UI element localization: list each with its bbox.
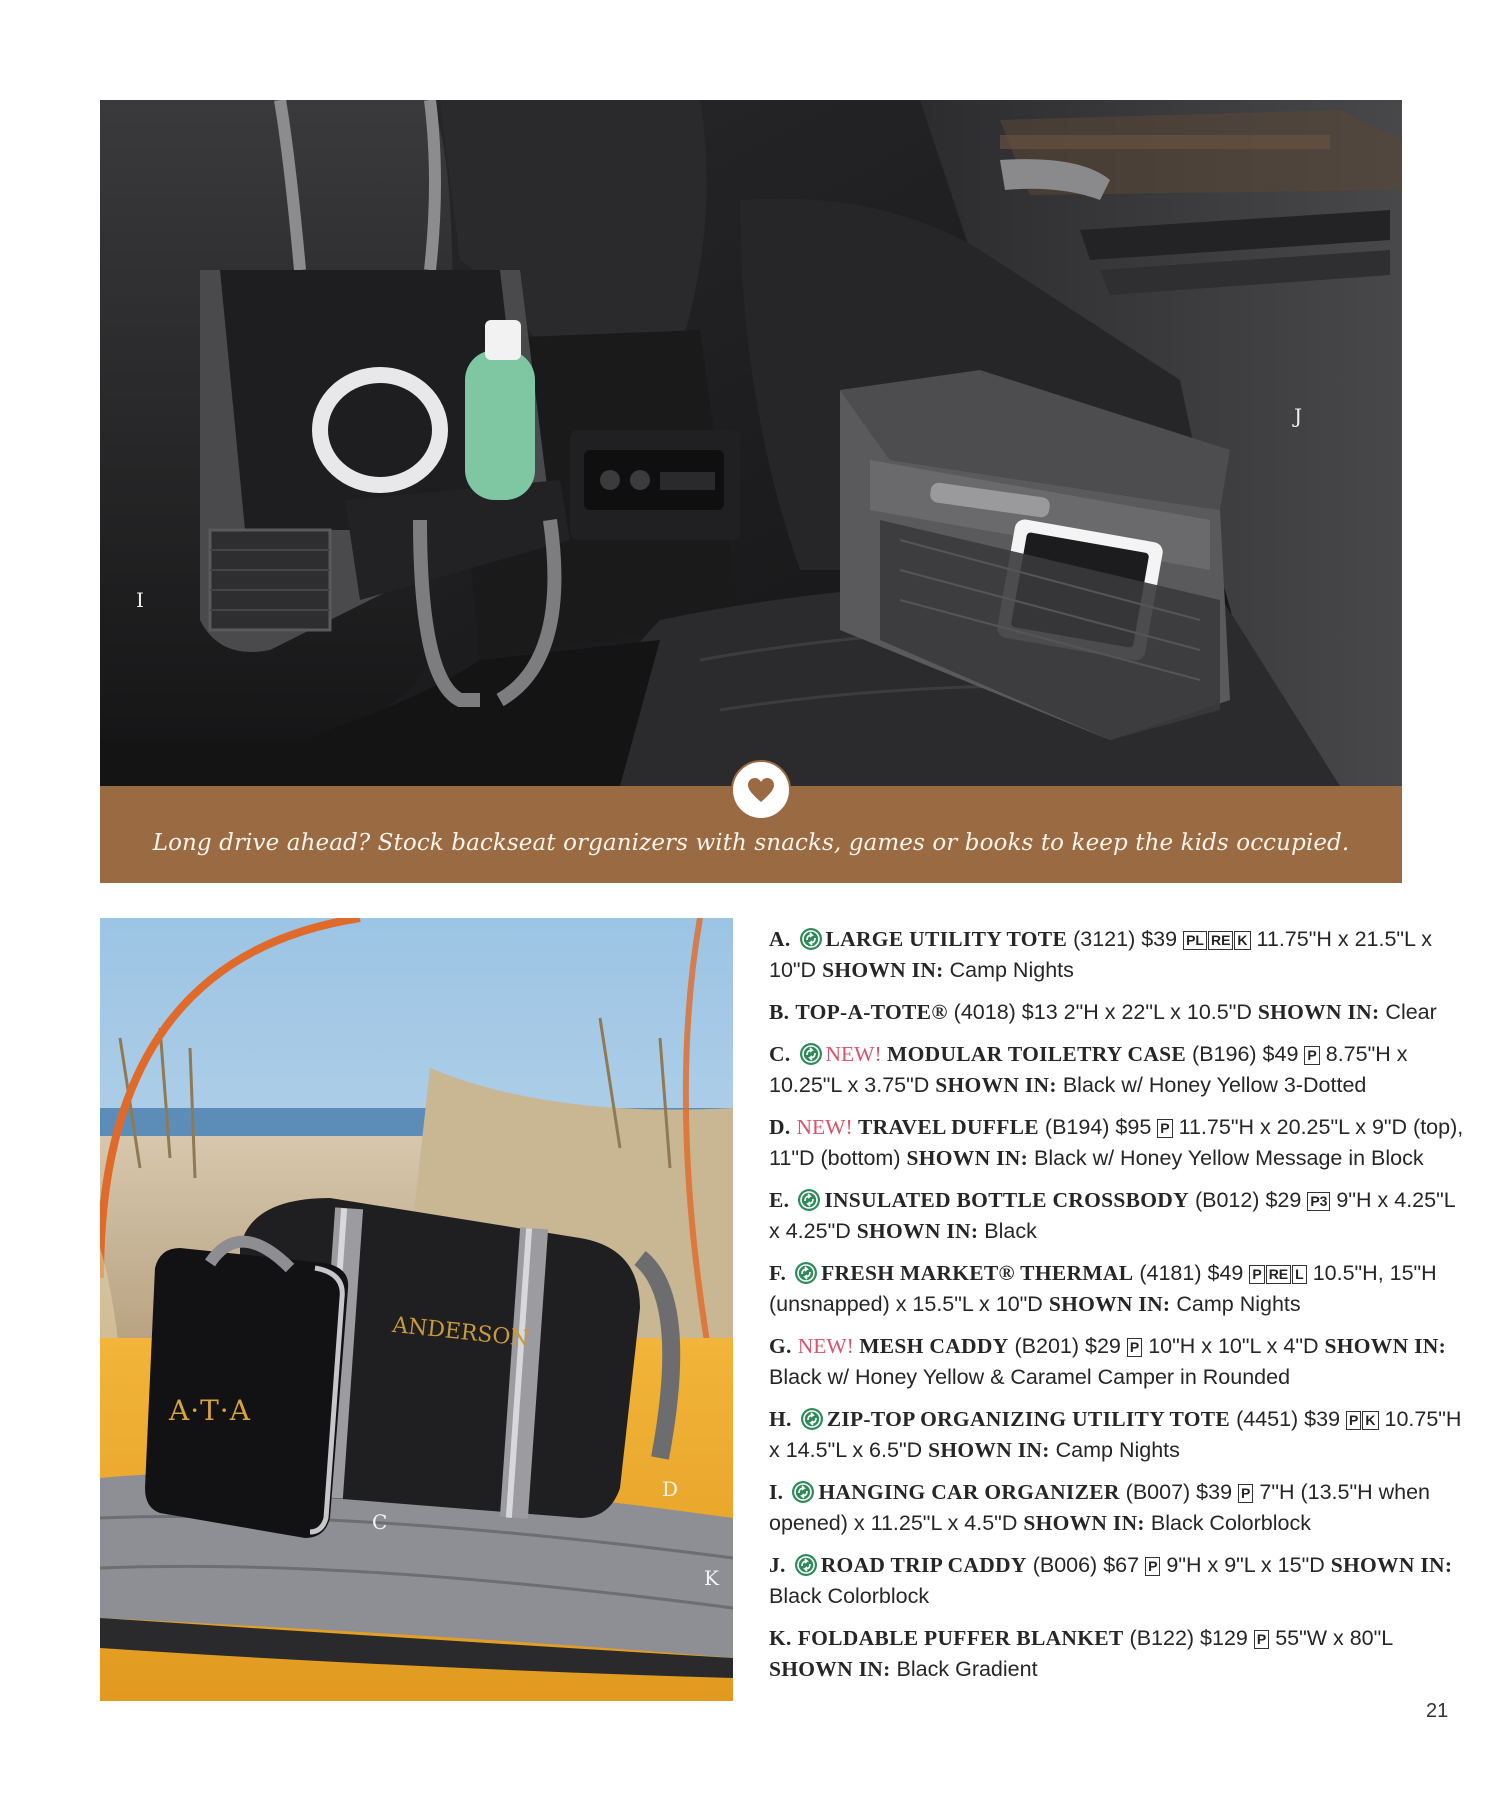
product-item-e (769, 1185, 1469, 1247)
product-dimensions: 10.5"H, 15"H (unsnapped) x 15.5"L x 10"D (769, 1261, 1437, 1316)
product-item-h (769, 1404, 1469, 1466)
program-badge: RE (1208, 931, 1233, 950)
duffle-monogram: ANDERSON (391, 1312, 531, 1353)
badge-group (1157, 1119, 1172, 1138)
toiletry-monogram: A·T·A (169, 1394, 251, 1427)
product-letter: K. (769, 1626, 792, 1650)
product-list (769, 924, 1469, 1696)
eco-recycle-icon (800, 1407, 824, 1431)
shown-in-value: Black w/ Honey Yellow & Caramel Camper in Rounded (769, 1365, 1291, 1389)
product-sku-price: (B006) $67 (1032, 1553, 1140, 1577)
program-badge: P (1304, 1046, 1319, 1065)
product-letter: C. (769, 1042, 791, 1066)
badge-group (1238, 1484, 1253, 1503)
shown-in-label: SHOWN IN: (856, 1219, 979, 1243)
product-name: LARGE UTILITY TOTE (825, 927, 1068, 951)
program-badge: K (1362, 1411, 1378, 1430)
badge-group (1127, 1338, 1142, 1357)
product-item-c (769, 1039, 1469, 1101)
product-name: ZIP-TOP ORGANIZING UTILITY TOTE (826, 1407, 1231, 1431)
product-dimensions: 7"H (13.5"H when opened) x 11.25"L x 4.5"D (769, 1480, 1430, 1535)
photo-label-d: D (662, 1477, 679, 1501)
product-letter: F. (769, 1261, 787, 1285)
product-name: MESH CADDY (859, 1334, 1009, 1358)
product-name: MODULAR TOILETRY CASE (887, 1042, 1187, 1066)
badge-group (1183, 931, 1250, 950)
product-item-i (769, 1477, 1469, 1539)
program-badge: P (1346, 1411, 1361, 1430)
product-item-j (769, 1550, 1469, 1612)
shown-in-label: SHOWN IN: (928, 1438, 1050, 1462)
product-name: FRESH MARKET® THERMAL (821, 1261, 1134, 1285)
program-badge: P (1238, 1484, 1253, 1503)
photo-label-j: J (1294, 404, 1303, 428)
shown-in-value: Camp Nights (1176, 1292, 1301, 1316)
product-photo-beach (100, 918, 733, 1701)
product-letter: G. (769, 1334, 792, 1358)
program-badge: P3 (1307, 1192, 1330, 1211)
product-name: FOLDABLE PUFFER BLANKET (797, 1626, 1124, 1650)
shown-in-value: Black (984, 1219, 1037, 1243)
tip-caption-text: Long drive ahead? Stock backseat organizers with snacks, games or books to keep the kids occupied. (152, 830, 1350, 856)
product-item-f (769, 1258, 1469, 1320)
product-name: HANGING CAR ORGANIZER (818, 1480, 1120, 1504)
shown-in-value: Black w/ Honey Yellow Message in Block (1034, 1146, 1424, 1170)
product-sku-price: (4451) $39 (1236, 1407, 1341, 1431)
program-badge: P (1249, 1265, 1264, 1284)
product-sku-price: (B122) $129 (1129, 1626, 1248, 1650)
badge-group (1254, 1630, 1269, 1649)
shown-in-label: SHOWN IN: (769, 1657, 891, 1681)
product-letter: E. (769, 1188, 790, 1212)
program-badge: P (1145, 1557, 1160, 1576)
page-number: 21 (1426, 1700, 1449, 1722)
badge-group (1249, 1265, 1306, 1284)
shown-in-label: SHOWN IN: (822, 958, 944, 982)
shown-in-label: SHOWN IN: (906, 1146, 1029, 1170)
badge-group (1304, 1046, 1319, 1065)
shown-in-label: SHOWN IN: (1324, 1334, 1447, 1358)
product-dimensions: 11.75"H x 20.25"L x 9"D (top), 11"D (bottom) (769, 1115, 1464, 1170)
product-letter: B. (769, 1000, 790, 1024)
program-badge: P (1127, 1338, 1142, 1357)
product-dimensions: 2"H x 22"L x 10.5"D (1063, 1000, 1252, 1024)
product-dimensions: 9"H x 4.25"L x 4.25"D (769, 1188, 1455, 1243)
program-badge: PL (1183, 931, 1207, 950)
product-sku-price: (4018) $13 (953, 1000, 1058, 1024)
shown-in-label: SHOWN IN: (935, 1073, 1057, 1097)
product-dimensions: 10"H x 10"L x 4"D (1148, 1334, 1319, 1358)
shown-in-value: Black w/ Honey Yellow 3-Dotted (1062, 1073, 1367, 1097)
new-badge: NEW! (825, 1042, 887, 1066)
shown-in-label: SHOWN IN: (1023, 1511, 1145, 1535)
product-item-k (769, 1623, 1469, 1685)
shown-in-value: Black Colorblock (1150, 1511, 1311, 1535)
product-name: INSULATED BOTTLE CROSSBODY (824, 1188, 1189, 1212)
photo-label-k: K (704, 1566, 719, 1590)
eco-recycle-icon (791, 1480, 815, 1504)
product-dimensions: 55"W x 80"L (1275, 1626, 1393, 1650)
shown-in-label: SHOWN IN: (1330, 1553, 1453, 1577)
product-sku-price: (4181) $49 (1139, 1261, 1244, 1285)
shown-in-value: Camp Nights (949, 958, 1074, 982)
product-sku-price: (B012) $29 (1194, 1188, 1302, 1212)
product-sku-price: (B007) $39 (1125, 1480, 1233, 1504)
product-item-d (769, 1112, 1469, 1174)
shown-in-label: SHOWN IN: (1048, 1292, 1171, 1316)
product-item-b (769, 997, 1469, 1028)
product-dimensions: 9"H x 9"L x 15"D (1166, 1553, 1325, 1577)
photo-label-i: I (136, 588, 144, 612)
heart-icon (747, 777, 775, 803)
program-badge: K (1234, 931, 1250, 950)
product-letter: I. (769, 1480, 784, 1504)
product-letter: H. (769, 1407, 792, 1431)
product-letter: J. (769, 1553, 786, 1577)
hero-photo-car-interior (100, 100, 1402, 786)
eco-recycle-icon (794, 1261, 818, 1285)
program-badge: P (1254, 1630, 1269, 1649)
product-sku-price: (B201) $29 (1014, 1334, 1121, 1358)
product-item-g (769, 1331, 1469, 1393)
product-dimensions: 11.75"H x 21.5"L x 10"D (769, 927, 1432, 982)
product-name: TOP-A-TOTE® (795, 1000, 948, 1024)
program-badge: RE (1266, 1265, 1291, 1284)
product-letter: A. (769, 927, 791, 951)
shown-in-value: Clear (1385, 1000, 1437, 1024)
eco-recycle-icon (799, 1042, 823, 1066)
heart-badge (731, 760, 791, 820)
product-sku-price: (B196) $49 (1192, 1042, 1299, 1066)
program-badge: P (1157, 1119, 1172, 1138)
shown-in-value: Black Colorblock (769, 1584, 930, 1608)
product-name: ROAD TRIP CADDY (820, 1553, 1027, 1577)
shown-in-value: Camp Nights (1055, 1438, 1180, 1462)
badge-group (1307, 1192, 1330, 1211)
badge-group (1145, 1557, 1160, 1576)
car-interior-illustration (100, 100, 1402, 786)
product-item-a (769, 924, 1469, 986)
modular-toiletry-case-product (145, 1242, 348, 1538)
product-sku-price: (B194) $95 (1044, 1115, 1152, 1139)
new-badge: NEW! (796, 1115, 858, 1139)
eco-recycle-icon (794, 1553, 818, 1577)
badge-group (1346, 1411, 1378, 1430)
new-badge: NEW! (797, 1334, 860, 1358)
shown-in-value: Black Gradient (896, 1657, 1038, 1681)
photo-label-c: C (372, 1510, 388, 1534)
shown-in-label: SHOWN IN: (1257, 1000, 1380, 1024)
program-badge: L (1292, 1265, 1307, 1284)
product-dimensions: 8.75"H x 10.25"L x 3.75"D (769, 1042, 1408, 1097)
product-name: TRAVEL DUFFLE (858, 1115, 1039, 1139)
product-sku-price: (3121) $39 (1073, 927, 1178, 951)
product-letter: D. (769, 1115, 791, 1139)
eco-recycle-icon (797, 1188, 821, 1212)
eco-recycle-icon (799, 927, 823, 951)
product-dimensions: 10.75"H x 14.5"L x 6.5"D (769, 1407, 1462, 1462)
beach-tent-illustration (100, 918, 733, 1701)
